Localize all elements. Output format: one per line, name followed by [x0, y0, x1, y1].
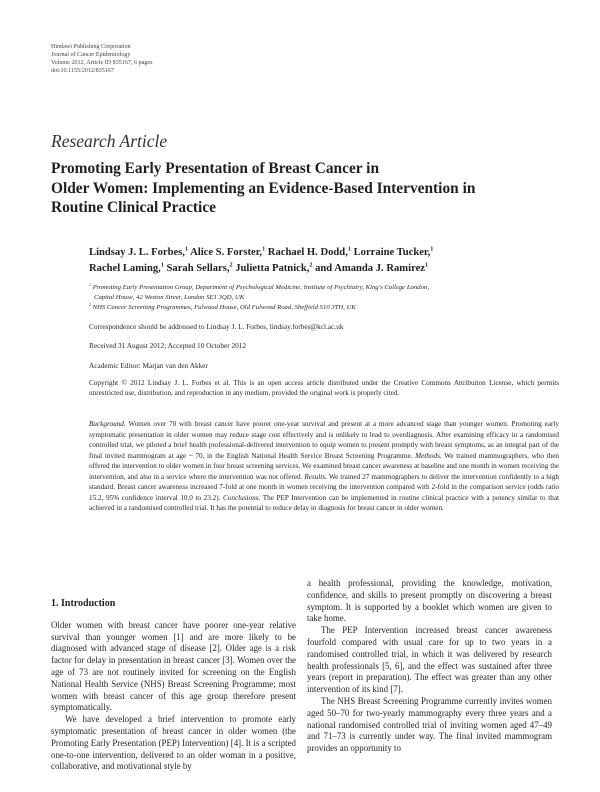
received-dates: Received 31 August 2012; Accepted 10 October 2012 [89, 341, 247, 350]
academic-editor: Academic Editor: Marjan van den Akker [89, 361, 208, 370]
volume-info: Volume 2012, Article ID 835167, 6 pages [51, 60, 153, 67]
title-line: Promoting Early Presentation of Breast Cancer in [51, 160, 380, 177]
affiliations [89, 283, 559, 313]
correspondence: Correspondence should be addressed to Lindsay J. L. Forbes, lindsay.forbes@kcl.ac.uk [89, 322, 344, 331]
abstract-label-background: Background. [89, 420, 126, 428]
article-type: Research Article [51, 131, 168, 151]
author: Sarah Sellars,$^2$ [166, 262, 233, 274]
title-line: Routine Clinical Practice [51, 199, 216, 216]
paragraph: Older women with breast cancer have poorer one-year relative survival than younger women [1] and are more likely to be diagnosed with advanced stage of disease [2]. Older age is a risk factor for delay in presentation in breast cancer [3]. Women over the age of 73 are not routinely invited for screening on the English National Health Service (NHS) Breast Screening Programme; most women with breast cancer of this age group therefore present symptomatically. [51, 619, 296, 713]
author: Rachael H. Dodd,$^1$ [267, 246, 351, 258]
author: Lindsay J. L. Forbes,$^1$ [89, 246, 189, 258]
paragraph: a health professional, providing the knowledge, motivation, confidence, and skills to present promptly on discovering a breast symptom. It is supported by a booklet which women are given to take home. [307, 578, 552, 624]
affiliation: $^2$ NHS Cancer Screening Programmes, Fulwood House, Old Fulwood Road, Sheffield S10 3TH, UK [89, 302, 356, 311]
affiliation-address: Capital House, 42 Weston Street, London SE1 3QD, UK [94, 294, 245, 301]
abstract-results: We trained 27 mammographers to deliver the intervention confidently to a high standard. Breast cancer awareness increased 7-fold at one month in women receiving the intervention compared with 2-fold in the comparison service (odds ratio 15.2, 95% confidence interval 10.0 to 23.2). [89, 472, 560, 502]
affiliation: $^1$ Promoting Early Presentation Group, Department of Psychological Medicine, Institute of Psychiatry, King's College London, [89, 282, 429, 291]
publisher: Hindawi Publishing Corporation [51, 44, 131, 50]
author: Julietta Patnick,$^2$ [235, 262, 313, 274]
abstract-background: Women over 70 with breast cancer have poorer one-year survival and present at a more advanced stage than younger women. Promoting early symptomatic presentation in older women may reduce stage cost effectively and is unlikely to lead to overdiagnosis. After examining efficacy in a randomised controlled trial, we piloted a brief health professional-delivered intervention to equip women to present promptly with breast symptoms, as an integral part of the final invited mammogram at age ~ 70, in the English National Health Service Breast Screening Programme. [89, 420, 559, 460]
doi: doi:10.1155/2012/835167 [51, 68, 114, 75]
abstract-label-conclusions: Conclusions. [223, 493, 261, 502]
paper-title [51, 159, 561, 218]
section-heading-introduction: 1. Introduction [51, 598, 116, 609]
abstract-conclusions: The PEP Intervention can be implemented in routine clinical practice with a potency similar to that achieved in a randomised controlled trial. It has the potential to reduce delay in diagnosis for breast cancer in older women. [89, 493, 560, 513]
paragraph: The NHS Breast Screening Programme currently invites women aged 50–70 for two-yearly mammography every three years and a national randomised controlled trial of inviting women aged 47–49 and 71–73 is currently under way. The final invited mammogram provides an opportunity to [307, 695, 552, 754]
author-list [89, 245, 559, 277]
copyright-notice: Copyright © 2012 Lindsay J. L. Forbes et al. This is an open access article distributed under the Creative Commons Attribution License, which permits unrestricted use, distribution, and reproduction in any medium, provided the original work is properly cited. [89, 379, 559, 397]
abstract [89, 419, 559, 514]
left-column [51, 598, 296, 773]
abstract-methods: We trained mammographers, who then offered the intervention to older women in four breast screening services. We examined breast cancer awareness at baseline and one month in women receiving the intervention, and also in a service where the intervention was not offered. [89, 451, 560, 481]
paragraph: We have developed a brief intervention to promote early symptomatic presentation of breast cancer in older women (the Promoting Early Presentation (PEP) Intervention) [4]. It is a scripted one-to-one intervention, delivered to an older woman in a positive, collaborative, and motivational style by [51, 714, 296, 772]
author: and Amanda J. Ramirez$^1$ [315, 262, 429, 274]
title-line: Older Women: Implementing an Evidence-Based Intervention in [51, 179, 476, 197]
author: Alice S. Forster,$^1$ [190, 246, 266, 258]
author: Rachel Laming,$^1$ [89, 262, 164, 274]
right-column [307, 578, 552, 755]
abstract-label-methods: Methods. [415, 451, 442, 460]
journal-header [51, 43, 152, 75]
paragraph: The PEP Intervention increased breast cancer awareness fourfold compared with usual care for up to two years in a randomised controlled trial, in which it was delivered by research health professionals [5, 6], and the effect was sustained after three years (report in preparation). The effect was greater than any other intervention of its kind [7]. [307, 625, 552, 695]
abstract-label-results: Results. [304, 472, 327, 481]
author: Lorraine Tucker,$^1$ [353, 246, 434, 258]
journal-name: Journal of Cancer Epidemiology [51, 52, 131, 59]
